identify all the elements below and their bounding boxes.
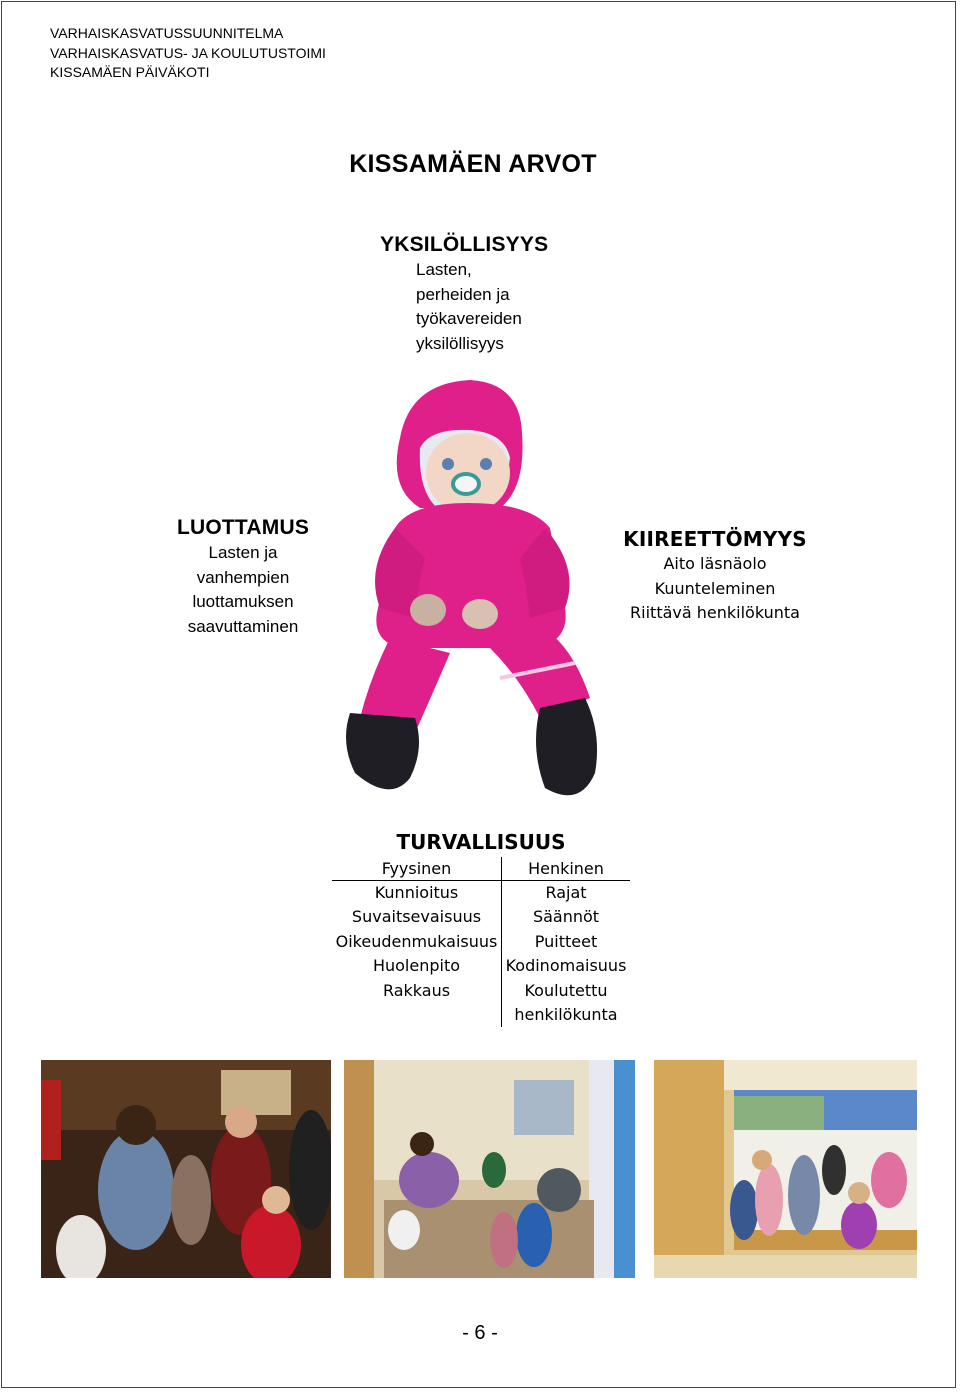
- table-row: [332, 905, 630, 929]
- value-luottamus: [160, 515, 326, 639]
- header-line-3: KISSAMÄEN PÄIVÄKOTI: [50, 64, 210, 80]
- value-heading: LUOTTAMUS: [176, 516, 310, 539]
- value-line: työkavereiden: [416, 309, 522, 328]
- table-header-row: [332, 857, 630, 881]
- table-row: [332, 930, 630, 954]
- value-line: perheiden ja: [416, 284, 510, 304]
- value-line: Lasten,: [416, 260, 472, 279]
- pacifier: [453, 474, 479, 494]
- table-cell: Säännöt: [532, 907, 600, 927]
- table-row: [332, 881, 630, 905]
- child-in-rainsuit-image: [340, 378, 605, 808]
- page-number: - 6 -: [462, 1322, 498, 1344]
- table-cell: Kodinomaisuus: [505, 956, 627, 976]
- table-cell: [332, 1003, 502, 1027]
- table-cell: Koulutettu: [524, 980, 608, 1000]
- table-row: [332, 954, 630, 978]
- table-cell: Oikeudenmukaisuus: [332, 930, 502, 954]
- col-header: Fyysinen: [332, 857, 502, 880]
- col-header: Henkinen: [528, 859, 604, 878]
- table-cell: Rajat: [545, 883, 587, 902]
- value-line: vanhempien: [196, 567, 290, 587]
- table-cell: Rakkaus: [332, 979, 502, 1003]
- value-heading: YKSILÖLLISYYS: [380, 233, 549, 256]
- photo-children-corridor: [344, 1060, 635, 1278]
- table-cell: henkilökunta: [514, 1005, 618, 1025]
- value-line: Kuunteleminen: [654, 578, 776, 598]
- document-header: [50, 24, 326, 83]
- value-line: Lasten ja: [208, 543, 278, 562]
- header-line-2: VARHAISKASVATUS- JA KOULUTUSTOIMI: [50, 44, 326, 61]
- table-cell: Kunnioitus: [332, 881, 502, 905]
- value-line: Riittävä henkilökunta: [630, 603, 800, 622]
- value-line: saavuttaminen: [187, 616, 299, 636]
- table-cell: Puitteet: [534, 931, 598, 951]
- table-row: [332, 979, 630, 1003]
- header-line-1: VARHAISKASVATUSSUUNNITELMA: [50, 25, 284, 41]
- photo-party-room: [41, 1060, 331, 1278]
- photo-children-coat-hooks: [654, 1060, 917, 1278]
- value-yksilollisyys: [380, 232, 548, 356]
- turvallisuus-heading: TURVALLISUUS: [396, 830, 566, 854]
- value-kiireettomyys: [622, 526, 808, 626]
- turvallisuus-table: [332, 857, 630, 1027]
- right-boot: [536, 698, 597, 795]
- value-line: Aito läsnäolo: [663, 554, 767, 573]
- table-cell: Huolenpito: [332, 954, 502, 978]
- value-line: luottamuksen: [192, 592, 294, 611]
- page-title: KISSAMÄEN ARVOT: [349, 150, 597, 178]
- table-cell: Suvaitsevaisuus: [332, 905, 502, 929]
- value-heading: KIIREETTÖMYYS: [623, 527, 807, 551]
- left-boot: [346, 713, 419, 789]
- value-line: yksilöllisyys: [416, 333, 504, 353]
- table-row: [332, 1003, 630, 1027]
